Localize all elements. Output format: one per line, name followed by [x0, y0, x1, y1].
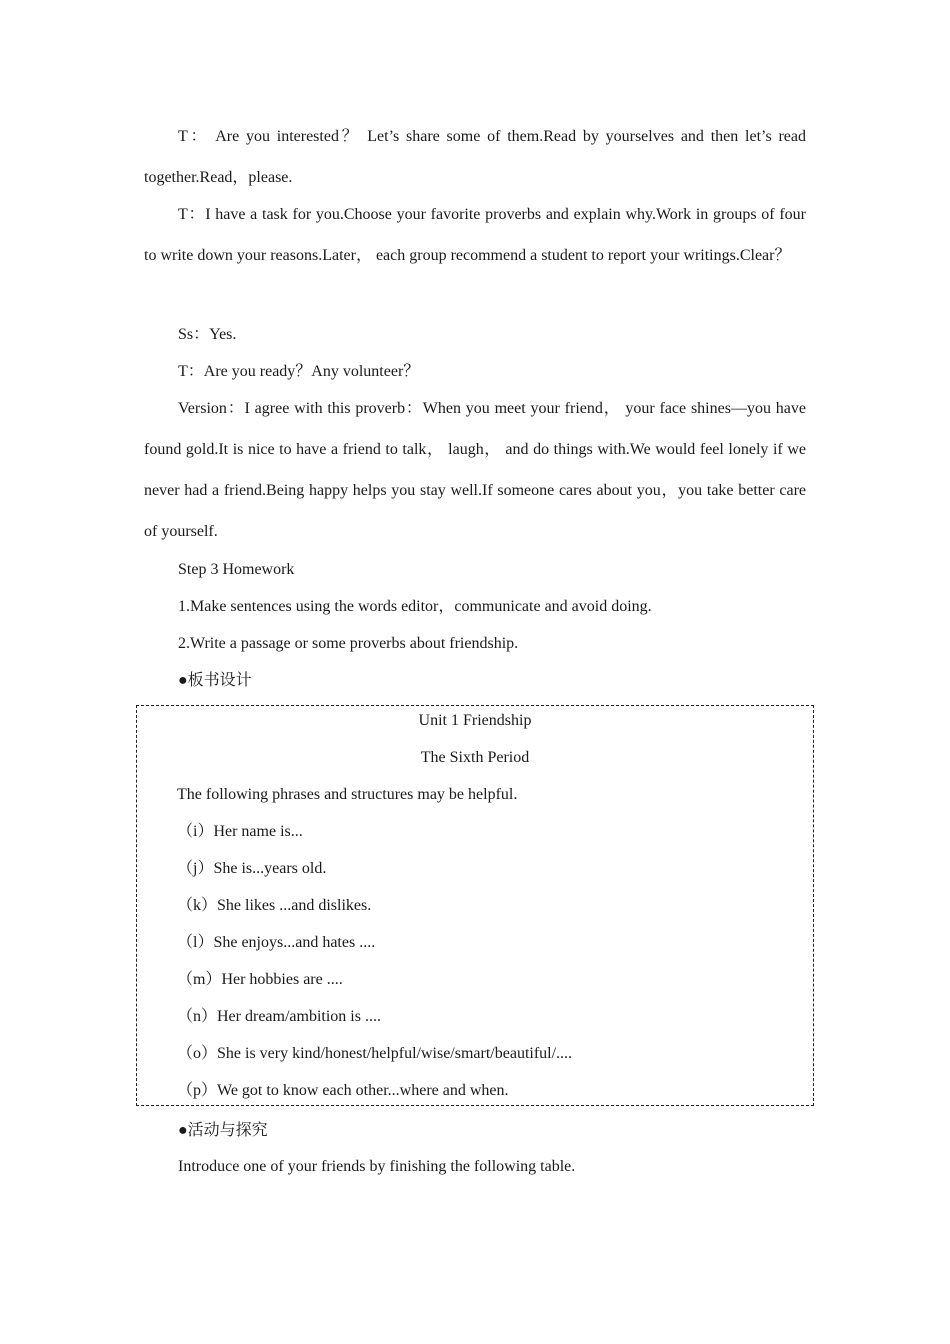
board-title: Unit 1 Friendship — [418, 712, 532, 729]
dialogue-paragraph-1: T： Are you interested？ Let’s share some of them.Read by yourselves and then let’s read together.Read，please. — [144, 128, 806, 186]
board-item: （j）She is...years old. — [177, 860, 327, 877]
board-design-box — [136, 705, 814, 1106]
dialogue-line-ss: Ss：Yes. — [178, 326, 237, 343]
homework-item: 2.Write a passage or some proverbs about friendship. — [178, 635, 519, 652]
board-design-heading: ●板书设计 — [178, 672, 252, 689]
board-item: （p）We got to know each other...where and when. — [177, 1082, 509, 1099]
dialogue-line-teacher: T：Are you ready？Any volunteer？ — [178, 363, 420, 380]
board-item: （o）She is very kind/honest/helpful/wise/smart/beautiful/.... — [177, 1045, 573, 1062]
activity-heading: ●活动与探究 — [178, 1122, 268, 1139]
homework-heading: Step 3 Homework — [178, 561, 295, 578]
board-item: （k）She likes ...and dislikes. — [177, 897, 372, 914]
activity-text: Introduce one of your friends by finishing the following table. — [178, 1158, 576, 1175]
homework-item: 1.Make sentences using the words editor，communicate and avoid doing. — [178, 598, 652, 615]
board-item: （l）She enjoys...and hates .... — [177, 934, 376, 951]
board-item: （n）Her dream/ambition is .... — [177, 1008, 381, 1025]
board-item: （m）Her hobbies are .... — [177, 971, 343, 988]
version-paragraph: Version：I agree with this proverb：When you meet your friend， your face shines—you have found gold.It is nice to have a friend to talk， laugh， and do things with.We would feel lonely if we never had a friend.Being happy helps you stay well.If someone cares about you，you take better care of yourself. — [144, 400, 806, 540]
board-intro: The following phrases and structures may be helpful. — [177, 786, 518, 803]
board-subtitle: The Sixth Period — [420, 749, 530, 766]
dialogue-paragraph-2: T：I have a task for you.Choose your favorite proverbs and explain why.Work in groups of four to write down your reasons.Later， each group recommend a student to report your writings.Clear？ — [144, 206, 806, 264]
board-item: （i）Her name is... — [177, 823, 303, 840]
